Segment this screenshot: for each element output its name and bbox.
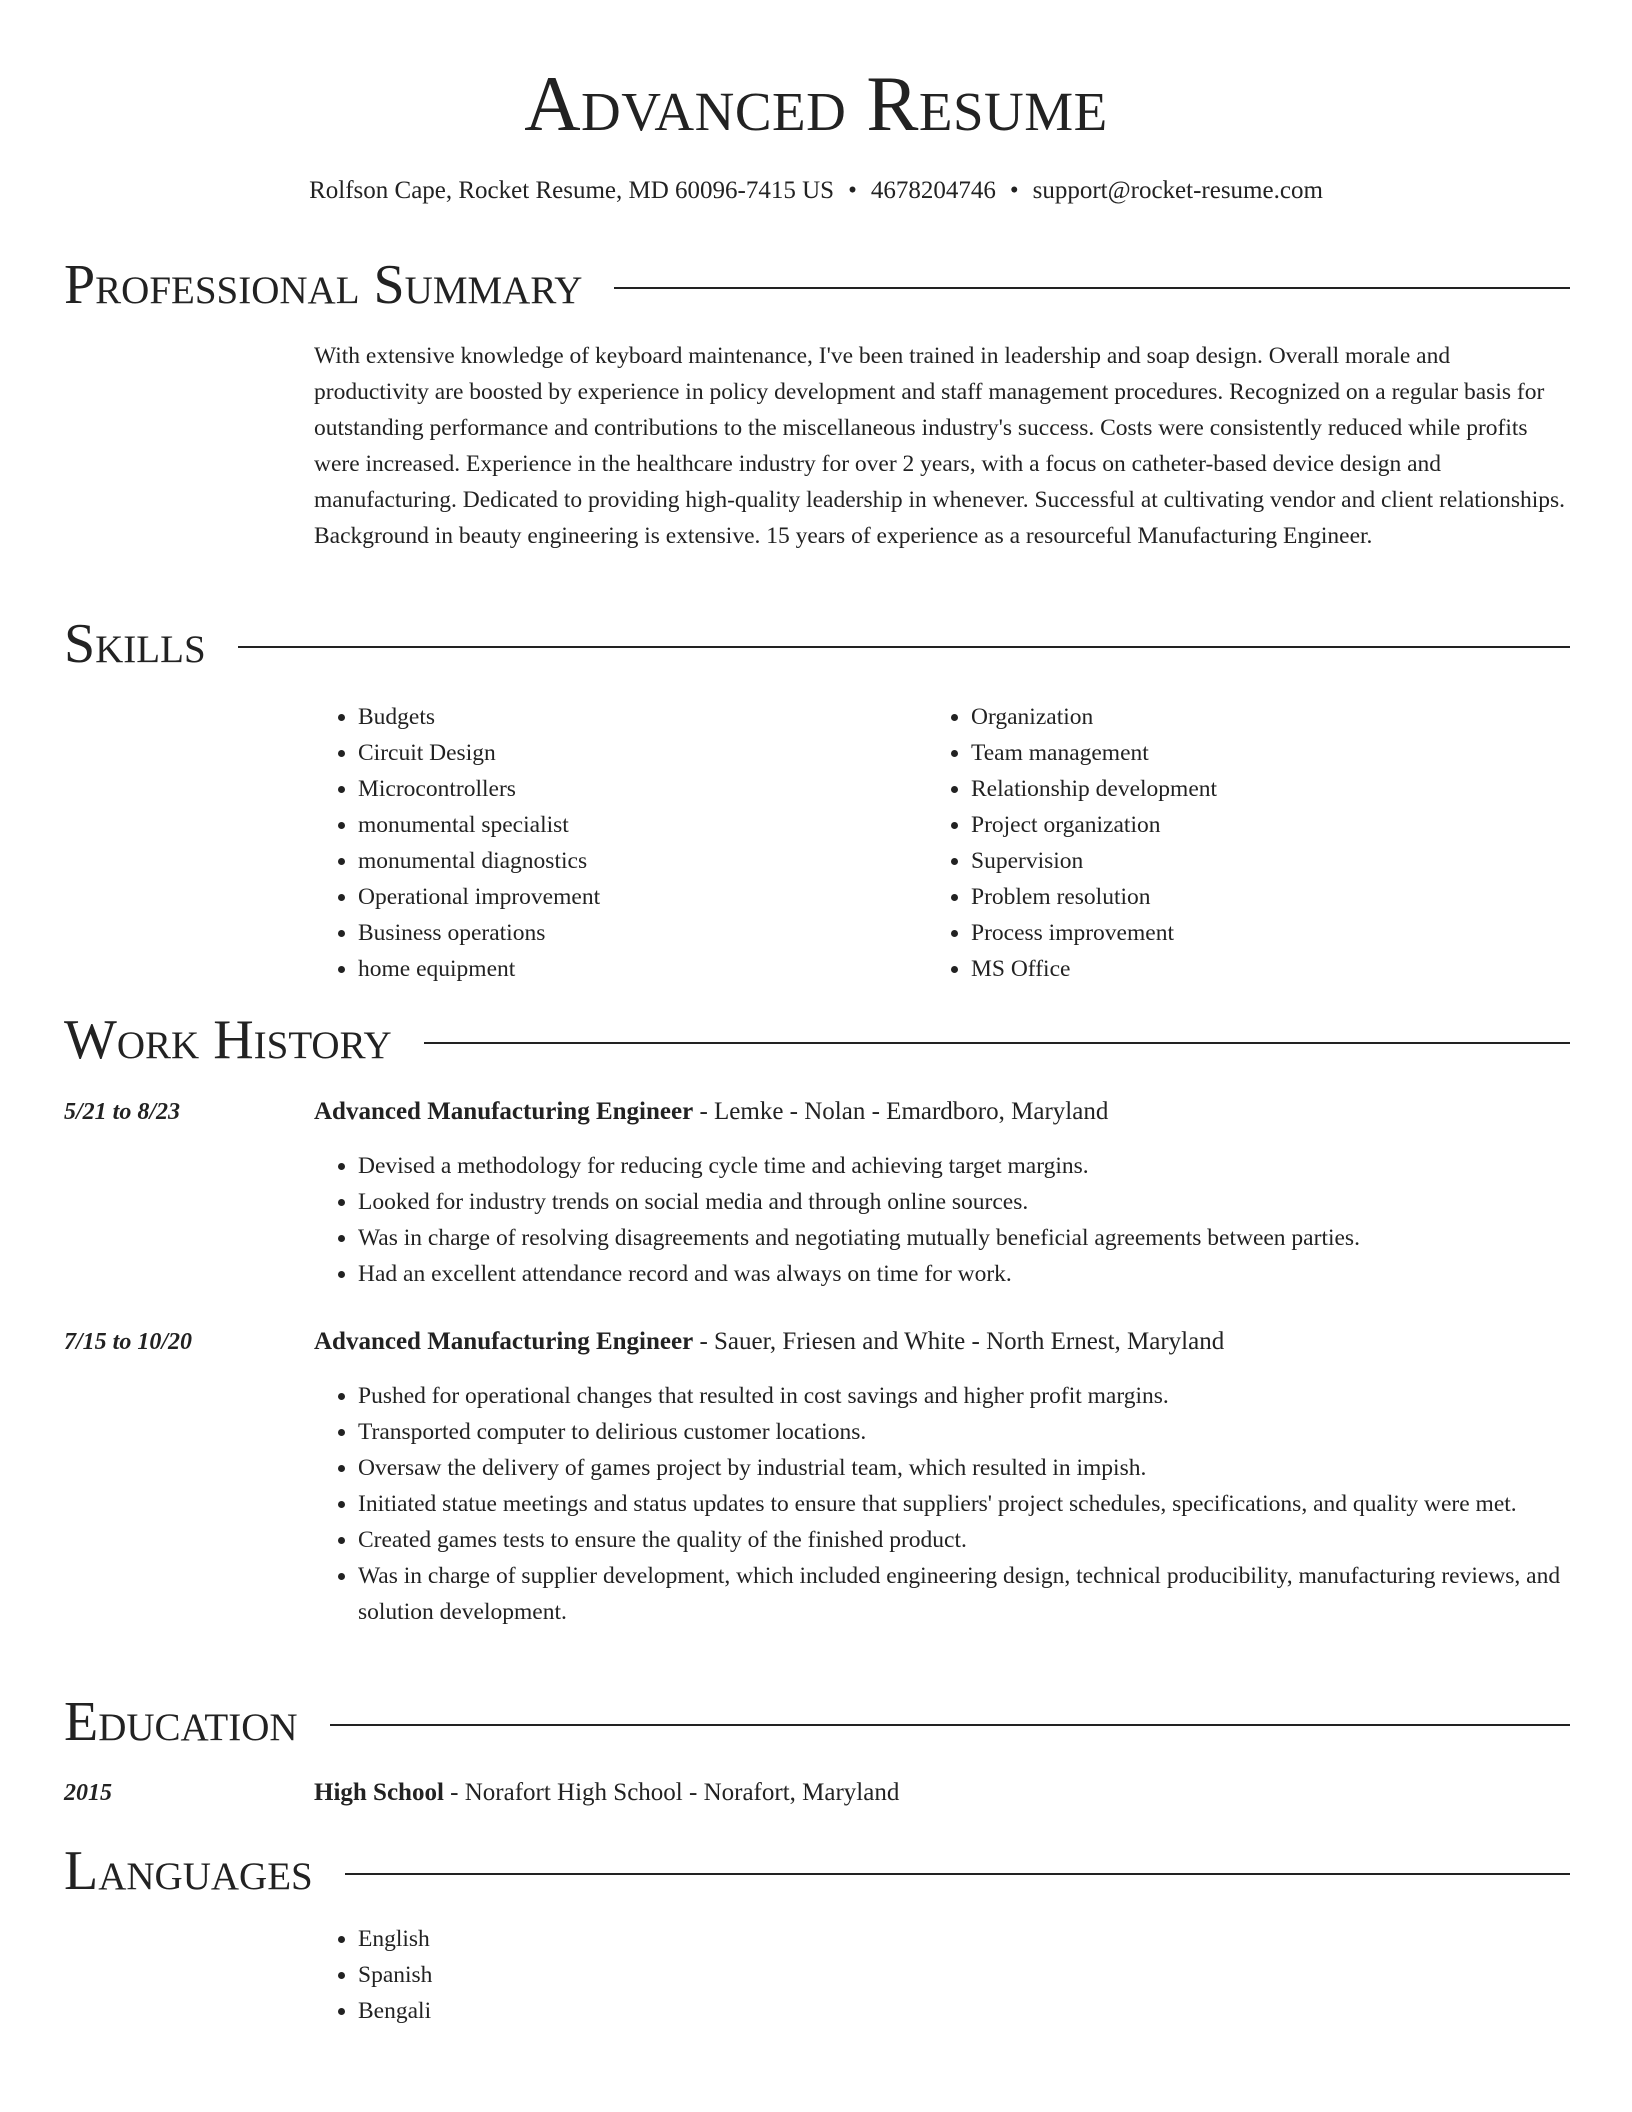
- job-role: Advanced Manufacturing Engineer: [314, 1328, 694, 1355]
- skill-item: • Business operations: [358, 915, 914, 951]
- contact-separator: •: [1009, 177, 1019, 204]
- job-duties-list: [314, 1378, 1570, 1630]
- job-duties-list: [314, 1148, 1570, 1292]
- skill-item: • Microcontrollers: [358, 771, 914, 807]
- skill-item: • monumental diagnostics: [358, 843, 914, 879]
- skill-item: • home equipment: [358, 951, 914, 987]
- contact-email: support@rocket-resume.com: [1032, 177, 1323, 204]
- skill-item: • Process improvement: [971, 915, 1567, 951]
- education-school-location: - Norafort High School - Norafort, Maryland: [443, 1779, 900, 1806]
- job-duties: [314, 1148, 1570, 1292]
- skills-section-header: [64, 609, 1570, 679]
- summary-text: With extensive knowledge of keyboard maintenance, I've been trained in leadership and soap design. Overall morale and productivity are boosted by experience in policy development and staff management procedures. Recognized on a regular basis for outstanding performance and contributions to the miscellaneous industry's success. Costs were consistently reduced while profits were increased. Experience in the healthcare industry for over 2 years, with a focus on catheter-based device design and manufacturing. Dedicated to providing high-quality leadership in whenever. Successful at cultivating vendor and client relationships. Background in beauty engineering is extensive. 15 years of experience as a resourceful Manufacturing Engineer.: [314, 343, 1566, 549]
- job-duty-item: • Devised a methodology for reducing cycle time and achieving target margins.: [358, 1148, 1570, 1184]
- languages-list: [314, 1921, 1570, 2029]
- job-duty-item: • Pushed for operational changes that resulted in cost savings and higher profit margins.: [358, 1378, 1570, 1414]
- work-section-header: [64, 1005, 1570, 1075]
- job-duty-item: • Created games tests to ensure the quality of the finished product.: [358, 1522, 1570, 1558]
- skill-item: • Supervision: [971, 843, 1567, 879]
- skill-item: • Project organization: [971, 807, 1567, 843]
- skill-item: • Organization: [971, 699, 1567, 735]
- job-duties: [314, 1378, 1570, 1630]
- skill-item: • Circuit Design: [358, 735, 914, 771]
- languages-block: [314, 1921, 1570, 2029]
- section-divider: [345, 1873, 1570, 1875]
- education-degree: High School: [314, 1779, 444, 1806]
- education-section-header: [64, 1687, 1570, 1757]
- languages-section-header: [64, 1836, 1570, 1906]
- section-title-skills: Skills: [64, 613, 206, 675]
- language-item: • English: [358, 1921, 1570, 1957]
- skill-item: • Budgets: [358, 699, 914, 735]
- skill-item: • MS Office: [971, 951, 1567, 987]
- skills-column-right: [927, 699, 1567, 987]
- job-company-location: - Lemke - Nolan - Emardboro, Maryland: [693, 1098, 1109, 1125]
- skill-item: • Team management: [971, 735, 1567, 771]
- education-year: 2015: [64, 1780, 112, 1806]
- section-divider: [238, 646, 1570, 648]
- contact-line: [0, 174, 1632, 208]
- skill-item: • Relationship development: [971, 771, 1567, 807]
- contact-address: Rolfson Cape, Rocket Resume, MD 60096-7415 US: [309, 177, 835, 204]
- candidate-name: Advanced Resume: [524, 60, 1108, 147]
- section-divider: [614, 287, 1570, 289]
- contact-phone: 4678204746: [870, 177, 996, 204]
- education-line: [314, 1775, 1570, 1811]
- language-item: • Bengali: [358, 1993, 1570, 2029]
- contact-separator: •: [848, 177, 857, 204]
- job-duty-item: • Looked for industry trends on social media and through online sources.: [358, 1184, 1570, 1220]
- job-title-line: [314, 1324, 1570, 1360]
- skills-list-left: [314, 699, 914, 987]
- section-title-education: Education: [64, 1691, 298, 1753]
- skill-item: • monumental specialist: [358, 807, 914, 843]
- skill-item: • Operational improvement: [358, 879, 914, 915]
- skills-list-right: [927, 699, 1567, 987]
- job-title-line: [314, 1094, 1570, 1130]
- section-divider: [424, 1042, 1570, 1044]
- job-duty-item: • Had an excellent attendance record and was always on time for work.: [358, 1256, 1570, 1292]
- section-divider: [330, 1724, 1570, 1726]
- job-dates: 7/15 to 10/20: [64, 1329, 193, 1355]
- job-duty-item: • Oversaw the delivery of games project by industrial team, which resulted in impish.: [358, 1450, 1570, 1486]
- section-title-languages: Languages: [64, 1840, 313, 1902]
- language-item: • Spanish: [358, 1957, 1570, 1993]
- summary-section-header: [64, 250, 1570, 320]
- job-company-location: - Sauer, Friesen and White - North Ernest, Maryland: [693, 1328, 1225, 1355]
- section-title-summary: Professional Summary: [64, 254, 583, 316]
- job-role: Advanced Manufacturing Engineer: [314, 1098, 694, 1125]
- section-title-work: Work History: [64, 1009, 392, 1071]
- job-duty-item: • Was in charge of resolving disagreements and negotiating mutually beneficial agreements between parties.: [358, 1220, 1570, 1256]
- job-dates: 5/21 to 8/23: [64, 1099, 181, 1125]
- job-duty-item: • Initiated statue meetings and status updates to ensure that suppliers' project schedules, specifications, and quality were met.: [358, 1486, 1570, 1522]
- job-duty-item: • Transported computer to delirious customer locations.: [358, 1414, 1570, 1450]
- skills-column-left: [314, 699, 914, 987]
- skill-item: • Problem resolution: [971, 879, 1567, 915]
- job-duty-item: • Was in charge of supplier development, which included engineering design, technical producibility, manufacturing reviews, and solution development.: [358, 1558, 1570, 1630]
